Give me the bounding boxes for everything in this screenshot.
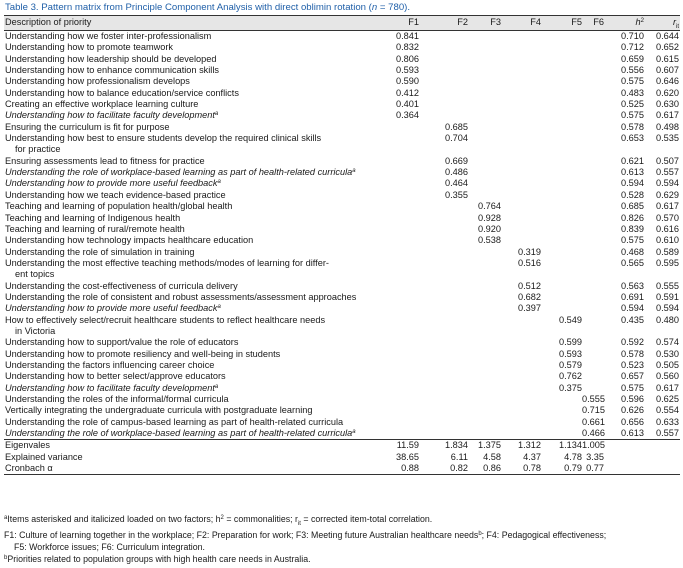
summary-cell-f5: 1.134 xyxy=(559,440,582,451)
cell-h2: 0.556 xyxy=(621,65,644,76)
cell-f6: 0.715 xyxy=(582,405,605,416)
cell-h2: 0.592 xyxy=(621,337,644,348)
priority-description: Understanding how to promote teamwork xyxy=(5,42,174,53)
summary-cell-f4: 1.312 xyxy=(518,440,541,451)
table-row xyxy=(4,405,680,416)
table-row xyxy=(4,31,680,42)
summary-cell-f1: 11.59 xyxy=(396,440,419,451)
cell-f6: 0.661 xyxy=(582,416,605,427)
table-row xyxy=(4,292,680,303)
cell-rit: 0.615 xyxy=(656,53,679,64)
cell-h2: 0.575 xyxy=(621,235,644,246)
cell-f1: 0.806 xyxy=(396,53,419,64)
cell-h2: 0.685 xyxy=(621,201,644,212)
summary-row xyxy=(4,452,680,463)
header-f6: F6 xyxy=(593,17,604,27)
cell-rit: 0.480 xyxy=(656,314,679,325)
table-row xyxy=(4,156,680,167)
summary-cell-f3: 0.86 xyxy=(483,463,501,474)
summary-cell-f2: 0.82 xyxy=(450,463,468,474)
cell-h2: 0.839 xyxy=(621,223,644,234)
priority-description: Ensuring the curriculum is fit for purpose xyxy=(5,121,170,132)
cell-rit: 0.591 xyxy=(656,291,679,302)
cell-f5: 0.579 xyxy=(559,359,582,370)
priority-description: Understanding how to provide more useful feedback$^a$ xyxy=(5,178,221,189)
cell-f6: 0.555 xyxy=(582,394,605,404)
cell-f6: 0.466 xyxy=(582,428,605,439)
table-body xyxy=(4,31,680,439)
cell-rit: 0.535 xyxy=(656,133,679,144)
cell-f1: 0.832 xyxy=(396,42,419,53)
caption-text: Pattern matrix from Principle Component Analysis with direct oblimin rotation ( xyxy=(41,2,372,13)
priority-description: Understanding how to facilitate faculty development$^a$ xyxy=(5,110,219,121)
note-a: $^a$Items asterisked and italicized loaded on two factors; $h^2$ = commonalities; $r_{it}$ = corrected item-total correlation. xyxy=(4,514,433,527)
table-row xyxy=(4,428,680,439)
cell-f1: 0.364 xyxy=(396,110,419,121)
table-row xyxy=(4,76,680,87)
cell-rit: 0.507 xyxy=(656,155,679,166)
priority-description: Vertically integrating the undergraduate curricula with postgraduate learning xyxy=(5,405,313,416)
cell-f2: 0.355 xyxy=(445,189,468,200)
cell-f3: 0.764 xyxy=(478,201,501,212)
cell-f3: 0.920 xyxy=(478,223,501,234)
cell-rit: 0.633 xyxy=(656,416,679,427)
table-row xyxy=(4,383,680,394)
summary-cell-f3: 4.58 xyxy=(483,451,501,462)
table-row xyxy=(4,190,680,201)
priority-description: Understanding the cost-effectiveness of curricula delivery xyxy=(5,280,238,291)
table-row xyxy=(4,303,680,314)
cell-h2: 0.565 xyxy=(621,257,644,268)
cell-h2: 0.613 xyxy=(621,167,644,178)
cell-f1: 0.590 xyxy=(396,76,419,87)
cell-rit: 0.594 xyxy=(656,303,679,314)
cell-f5: 0.599 xyxy=(559,337,582,348)
note-b: $^b$Priorities related to population groups with high health care needs in Australia. xyxy=(4,553,311,564)
priority-description: Understanding the role of consistent and robust assessments/assessment approaches xyxy=(5,291,357,302)
header-f1: F1 xyxy=(408,17,419,27)
priority-description: Understanding how to provide more useful feedback$^a$ xyxy=(5,303,221,314)
table-row xyxy=(4,235,680,246)
table-row xyxy=(4,54,680,65)
priority-description: Understanding the role of workplace-based learning as part of health-related curricula$^a$ xyxy=(5,167,356,178)
cell-rit: 0.595 xyxy=(656,257,679,268)
priority-description: Understanding how to facilitate faculty development$^a$ xyxy=(5,382,219,393)
priority-description: Understanding how to support/value the role of educators xyxy=(5,337,239,348)
cell-h2: 0.435 xyxy=(621,314,644,325)
cell-f3: 0.928 xyxy=(478,212,501,223)
cell-h2: 0.621 xyxy=(621,155,644,166)
table-row xyxy=(4,394,680,405)
table-row xyxy=(4,133,680,156)
table-notes xyxy=(4,514,680,565)
summary-cell-f1: 0.88 xyxy=(401,463,419,474)
priority-description: Creating an effective workplace learning culture xyxy=(5,99,199,110)
cell-f4: 0.319 xyxy=(518,246,541,257)
summary-label: Cronbach α xyxy=(5,463,53,474)
priority-description: Understanding the role of workplace-based learning as part of health-related curricula$^a$ xyxy=(5,428,356,439)
cell-f2: 0.685 xyxy=(445,121,468,132)
priority-description: Teaching and learning of population health/global health xyxy=(5,201,233,212)
table-row xyxy=(4,110,680,121)
priority-description: Understanding how we teach evidence-based practice xyxy=(5,189,226,200)
cell-h2: 0.653 xyxy=(621,133,644,144)
priority-description: Understanding the role of campus-based learning as part of health-related curricula xyxy=(5,416,344,427)
caption-prefix: Table 3. xyxy=(5,2,39,13)
cell-h2: 0.613 xyxy=(621,428,644,439)
header-f2: F2 xyxy=(457,17,468,27)
table-row xyxy=(4,349,680,360)
cell-h2: 0.712 xyxy=(621,42,644,53)
cell-rit: 0.530 xyxy=(656,348,679,359)
summary-cell-f4: 0.78 xyxy=(523,463,541,474)
cell-rit: 0.646 xyxy=(656,76,679,87)
table-row xyxy=(4,371,680,382)
cell-h2: 0.523 xyxy=(621,359,644,370)
cell-f4: 0.516 xyxy=(518,257,541,268)
cell-rit: 0.617 xyxy=(656,110,679,121)
cell-f5: 0.762 xyxy=(559,371,582,382)
cell-f2: 0.464 xyxy=(445,178,468,189)
priority-description: Understanding the roles of the informal/formal curricula xyxy=(5,394,229,404)
note-factors-cont: F5: Workforce issues; F6: Curriculum integration. xyxy=(14,541,205,552)
cell-h2: 0.826 xyxy=(621,212,644,223)
summary-cell-f6: 0.77 xyxy=(586,463,604,474)
header-h2: $h^2$ xyxy=(635,17,644,27)
cell-h2: 0.691 xyxy=(621,291,644,302)
cell-rit: 0.616 xyxy=(656,223,679,234)
table-row xyxy=(4,42,680,53)
cell-h2: 0.594 xyxy=(621,303,644,314)
cell-rit: 0.625 xyxy=(656,394,679,404)
cell-rit: 0.652 xyxy=(656,42,679,53)
priority-description: Understanding how leadership should be developed xyxy=(5,53,217,64)
table-row xyxy=(4,247,680,258)
table-row xyxy=(4,417,680,428)
cell-rit: 0.570 xyxy=(656,212,679,223)
priority-description: Understanding how we foster inter-professionalism xyxy=(5,31,212,41)
summary-cell-f2: 1.834 xyxy=(445,440,468,451)
priority-description: Understanding how to better select/approve educators xyxy=(5,371,226,382)
table-header-row xyxy=(4,15,680,31)
cell-rit: 0.610 xyxy=(656,235,679,246)
priority-description: Understanding how best to ensure students develop the required clinical skills for practice xyxy=(5,133,322,155)
table-row xyxy=(4,315,680,338)
summary-cell-f5: 0.79 xyxy=(564,463,582,474)
note-factors: F1: Culture of learning together in the workplace; F2: Preparation for work; F3: Meeting future Australian healthcare needs$^b$; F4: Pedagogical effectiveness; xyxy=(4,530,607,541)
cell-h2: 0.575 xyxy=(621,110,644,121)
pattern-matrix-table xyxy=(4,15,680,475)
cell-h2: 0.710 xyxy=(621,31,644,41)
cell-rit: 0.555 xyxy=(656,280,679,291)
priority-description: Teaching and learning of Indigenous health xyxy=(5,212,181,223)
cell-rit: 0.498 xyxy=(656,121,679,132)
summary-row xyxy=(4,439,680,451)
summary-label: Explained variance xyxy=(5,451,83,462)
cell-f5: 0.549 xyxy=(559,314,582,325)
cell-rit: 0.594 xyxy=(656,178,679,189)
priority-description: Understanding the role of simulation in training xyxy=(5,246,195,257)
priority-description: Ensuring assessments lead to fitness for practice xyxy=(5,155,205,166)
table-row xyxy=(4,122,680,133)
cell-f1: 0.412 xyxy=(396,87,419,98)
cell-h2: 0.575 xyxy=(621,76,644,87)
priority-description: Understanding how to balance education/service conflicts xyxy=(5,87,239,98)
table-summary xyxy=(4,439,680,475)
priority-description: Teaching and learning of rural/remote health xyxy=(5,223,185,234)
cell-rit: 0.617 xyxy=(656,382,679,393)
priority-description: Understanding how to enhance communication skills xyxy=(5,65,219,76)
cell-h2: 0.626 xyxy=(621,405,644,416)
header-description: Description of priority xyxy=(5,17,92,27)
summary-cell-f5: 4.78 xyxy=(564,451,582,462)
priority-description: Understanding the factors influencing career choice xyxy=(5,359,215,370)
cell-h2: 0.468 xyxy=(621,246,644,257)
summary-cell-f6: 1.005 xyxy=(582,440,605,451)
cell-rit: 0.557 xyxy=(656,428,679,439)
cell-h2: 0.578 xyxy=(621,348,644,359)
table-row xyxy=(4,167,680,178)
table-caption xyxy=(5,2,410,13)
cell-f1: 0.401 xyxy=(396,99,419,110)
cell-f3: 0.538 xyxy=(478,235,501,246)
summary-cell-f3: 1.375 xyxy=(478,440,501,451)
cell-h2: 0.483 xyxy=(621,87,644,98)
cell-rit: 0.644 xyxy=(656,31,679,41)
cell-h2: 0.563 xyxy=(621,280,644,291)
priority-description: Understanding how technology impacts healthcare education xyxy=(5,235,254,246)
table-row xyxy=(4,213,680,224)
summary-row xyxy=(4,463,680,475)
table-row xyxy=(4,201,680,212)
cell-h2: 0.578 xyxy=(621,121,644,132)
table-row xyxy=(4,258,680,281)
priority-description: Understanding how to promote resiliency and well-being in students xyxy=(5,348,281,359)
cell-h2: 0.575 xyxy=(621,382,644,393)
cell-rit: 0.620 xyxy=(656,87,679,98)
cell-f4: 0.682 xyxy=(518,291,541,302)
cell-f5: 0.375 xyxy=(559,382,582,393)
summary-label: Eigenvales xyxy=(5,440,50,451)
cell-rit: 0.557 xyxy=(656,167,679,178)
cell-h2: 0.659 xyxy=(621,53,644,64)
cell-h2: 0.657 xyxy=(621,371,644,382)
cell-f5: 0.593 xyxy=(559,348,582,359)
cell-rit: 0.589 xyxy=(656,246,679,257)
summary-cell-f4: 4.37 xyxy=(523,451,541,462)
table-row xyxy=(4,360,680,371)
header-f3: F3 xyxy=(490,17,501,27)
cell-rit: 0.629 xyxy=(656,189,679,200)
cell-f2: 0.704 xyxy=(445,133,468,144)
cell-h2: 0.594 xyxy=(621,178,644,189)
summary-cell-f6: 3.35 xyxy=(586,451,604,462)
cell-f1: 0.841 xyxy=(396,31,419,41)
priority-description: Understanding how professionalism develops xyxy=(5,76,190,87)
table-row xyxy=(4,65,680,76)
cell-h2: 0.525 xyxy=(621,99,644,110)
cell-rit: 0.505 xyxy=(656,359,679,370)
cell-f4: 0.512 xyxy=(518,280,541,291)
header-f4: F4 xyxy=(530,17,541,27)
cell-rit: 0.617 xyxy=(656,201,679,212)
table-row xyxy=(4,281,680,292)
cell-f2: 0.669 xyxy=(445,155,468,166)
cell-rit: 0.574 xyxy=(656,337,679,348)
priority-description: How to effectively select/recruit healthcare students to reflect healthcare needs in Victoria xyxy=(5,314,326,336)
cell-rit: 0.607 xyxy=(656,65,679,76)
cell-f2: 0.486 xyxy=(445,167,468,178)
cell-rit: 0.554 xyxy=(656,405,679,416)
header-f5: F5 xyxy=(571,17,582,27)
summary-cell-f1: 38.65 xyxy=(396,451,419,462)
caption-n: n xyxy=(371,2,378,13)
caption-suffix: = 780). xyxy=(377,2,411,13)
table-row xyxy=(4,99,680,110)
cell-f4: 0.397 xyxy=(518,303,541,314)
table-row xyxy=(4,88,680,99)
cell-f1: 0.593 xyxy=(396,65,419,76)
priority-description: Understanding the most effective teaching methods/modes of learning for differ- ent topics xyxy=(5,257,329,280)
table-row xyxy=(4,178,680,189)
cell-rit: 0.560 xyxy=(656,371,679,382)
cell-h2: 0.656 xyxy=(621,416,644,427)
cell-h2: 0.528 xyxy=(621,189,644,200)
table-row xyxy=(4,224,680,235)
cell-h2: 0.596 xyxy=(621,394,644,404)
table-row xyxy=(4,337,680,348)
summary-cell-f2: 6.11 xyxy=(450,451,468,462)
cell-rit: 0.630 xyxy=(656,99,679,110)
header-rit: $r_{it}$ xyxy=(672,17,679,30)
